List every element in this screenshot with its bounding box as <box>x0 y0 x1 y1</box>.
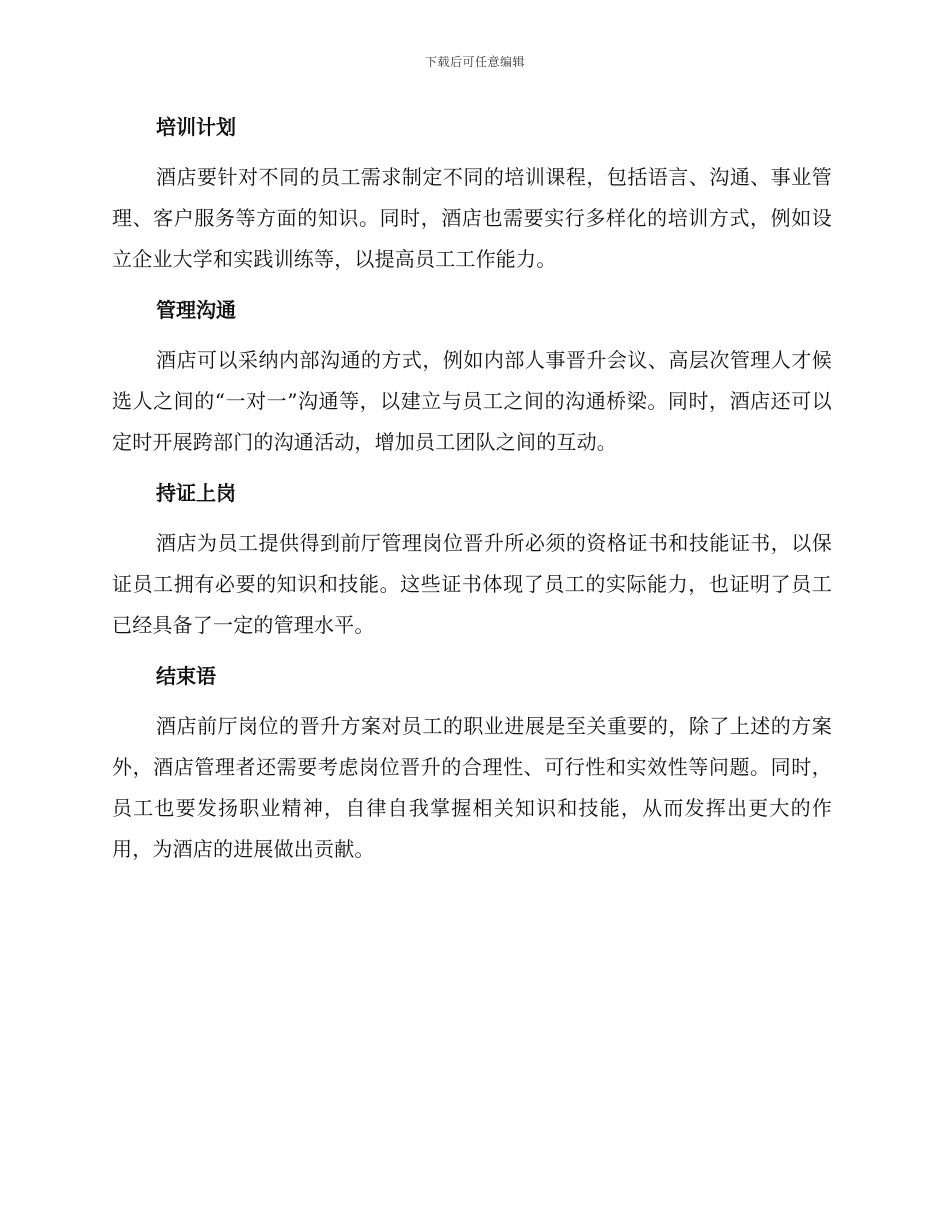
section-paragraph: 酒店可以采纳内部沟通的方式，例如内部人事晋升会议、高层次管理人才候选人之间的“一对一”沟通等，以建立与员工之间的沟通桥梁。同时，酒店还可以定时开展跨部门的沟通活动，增加员工团队之间的互动。 <box>112 348 832 454</box>
section-training-plan <box>112 112 832 280</box>
section-heading: 持证上岗 <box>156 481 236 505</box>
header-note: 下载后可任意编辑 <box>424 55 525 69</box>
section-certification <box>112 478 832 646</box>
section-paragraph: 酒店要针对不同的员工需求制定不同的培训课程，包括语言、沟通、事业管理、客户服务等方面的知识。同时，酒店也需要实行多样化的培训方式，例如设立企业大学和实践训练等，以提高员工工作能力。 <box>112 165 832 271</box>
section-heading: 培训计划 <box>156 115 236 139</box>
section-heading: 结束语 <box>156 664 216 688</box>
section-paragraph: 酒店为员工提供得到前厅管理岗位晋升所必须的资格证书和技能证书，以保证员工拥有必要的知识和技能。这些证书体现了员工的实际能力，也证明了员工已经具备了一定的管理水平。 <box>112 531 832 637</box>
section-paragraph: 酒店前厅岗位的晋升方案对员工的职业进展是至关重要的，除了上述的方案外，酒店管理者还需要考虑岗位晋升的合理性、可行性和实效性等问题。同时，员工也要发扬职业精神，自律自我掌握相关知识和技能，从而发挥出更大的作用，为酒店的进展做出贡献。 <box>112 714 832 861</box>
document-content <box>112 112 832 885</box>
section-heading: 管理沟通 <box>156 298 236 322</box>
section-conclusion <box>112 661 832 870</box>
section-management-communication <box>112 295 832 463</box>
